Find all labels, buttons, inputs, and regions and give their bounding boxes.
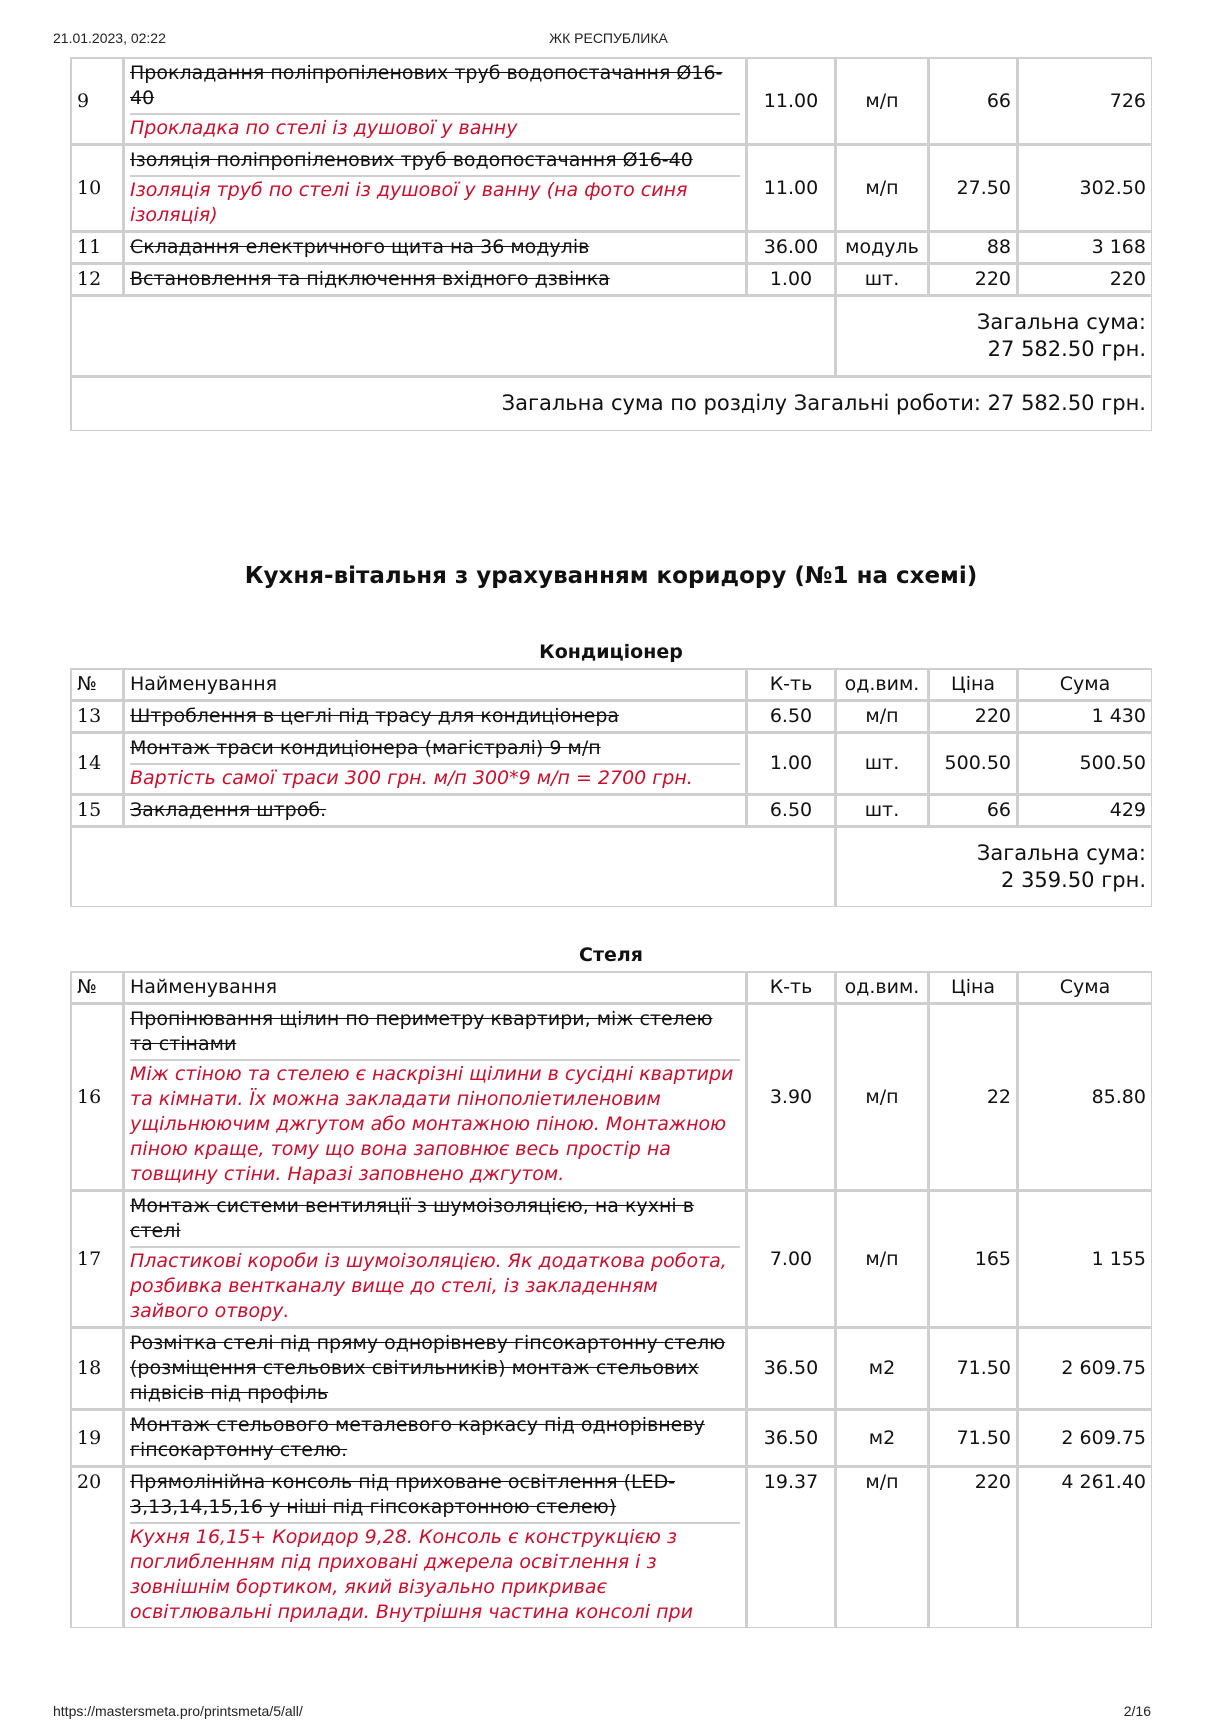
row-qty: 7.00 — [748, 1192, 837, 1329]
row-name-cell — [125, 59, 748, 146]
row-price: 220 — [930, 1468, 1019, 1627]
section-total: Загальна сума по розділу Загальні роботи: 27 582.50 грн. — [501, 391, 1146, 415]
row-unit: м/п — [837, 1468, 930, 1627]
item-note: Кухня 16,15+ Коридор 9,28. Консоль є конструкцією з поглибленням під приховані джерела освітлення і з зовнішнім бортиком, який візуально прикриває освітлювальні прилади. Внутрішня частина консолі при — [130, 1522, 740, 1625]
col-header-num: № — [72, 670, 125, 702]
print-url: https://mastersmeta.pro/printsmeta/5/all/ — [53, 1703, 303, 1719]
total-row — [72, 297, 1151, 378]
row-price: 27.50 — [930, 146, 1019, 233]
row-sum: 2 609.75 — [1019, 1329, 1151, 1411]
total-value: 2 359.50 грн. — [1001, 868, 1146, 892]
row-unit: шт. — [837, 265, 930, 297]
row-price: 22 — [930, 1005, 1019, 1192]
row-unit: модуль — [837, 233, 930, 265]
item-name: Встановлення та підключення вхідного дзвінка — [130, 268, 610, 290]
row-number: 14 — [72, 734, 125, 796]
row-sum: 3 168 — [1019, 233, 1151, 265]
print-title: ЖК РЕСПУБЛИКА — [549, 30, 668, 46]
row-sum: 4 261.40 — [1061, 1471, 1146, 1493]
row-unit: м/п — [837, 1005, 930, 1192]
table-row — [72, 796, 1151, 828]
print-datetime: 21.01.2023, 02:22 — [53, 30, 166, 46]
item-name: Складання електричного щита на 36 модулів — [130, 236, 590, 258]
row-qty: 36.50 — [748, 1411, 837, 1468]
row-unit: м2 — [837, 1329, 930, 1411]
row-sum: 1 155 — [1019, 1192, 1151, 1329]
subsection-title-ac: Кондиціонер — [539, 641, 683, 663]
row-sum: 85.80 — [1019, 1005, 1151, 1192]
col-header-sum: Сума — [1019, 670, 1151, 702]
col-header-unit: од.вим. — [837, 670, 930, 702]
row-sum: 2 609.75 — [1019, 1411, 1151, 1468]
row-qty: 11.00 — [748, 146, 837, 233]
item-note: Між стіною та стелею є наскрізні щілини в сусідні квартири та кімнати. Їх можна закладати пінополіетиленовим ущільнюючим джгутом або монтажною піною. Монтажною піною краще, тому що вона заповнює весь простір на товщину стіни. Наразі заповнено джгутом. — [130, 1059, 740, 1187]
row-price: 220 — [930, 702, 1019, 734]
row-qty: 1.00 — [748, 734, 837, 796]
subsection-title-ceiling: Стеля — [579, 944, 643, 966]
row-name-cell — [125, 1192, 748, 1329]
col-header-qty: К-ть — [748, 973, 837, 1005]
row-name-cell — [125, 146, 748, 233]
row-name-cell — [125, 1411, 748, 1468]
ac-table — [70, 668, 1152, 907]
row-name-cell — [125, 233, 748, 265]
row-unit: м/п — [837, 1192, 930, 1329]
row-price: 500.50 — [930, 734, 1019, 796]
total-spacer — [72, 828, 837, 906]
row-sum: 726 — [1019, 59, 1151, 146]
table-row — [72, 59, 1151, 146]
col-header-qty: К-ть — [748, 670, 837, 702]
table-row — [72, 1192, 1151, 1329]
row-number: 10 — [72, 146, 125, 233]
row-number: 18 — [72, 1329, 125, 1411]
item-name: Прямолінійна консоль під приховане освітлення (LED-3,13,14,15,16 у ніші під гіпсокартонною стелею) — [130, 1471, 676, 1518]
total-cell — [837, 297, 1151, 378]
col-header-name: Найменування — [125, 670, 748, 702]
table-header-row — [72, 973, 1151, 1005]
item-note: Ізоляція труб по стелі із душової у ванну (на фото синя ізоляція) — [130, 175, 740, 228]
row-qty: 6.50 — [748, 796, 837, 828]
row-name-cell — [125, 265, 748, 297]
row-qty: 36.00 — [748, 233, 837, 265]
table-header-row — [72, 670, 1151, 702]
section-title: Кухня-вітальня з урахуванням коридору (№1 на схемі) — [244, 563, 978, 589]
total-row — [72, 828, 1151, 906]
row-price: 71.50 — [930, 1411, 1019, 1468]
row-name-cell — [125, 734, 748, 796]
row-name-cell — [125, 1005, 748, 1192]
row-price: 165 — [930, 1192, 1019, 1329]
row-price: 66 — [930, 59, 1019, 146]
row-number: 19 — [72, 1411, 125, 1468]
row-unit: м2 — [837, 1411, 930, 1468]
col-header-sum: Сума — [1019, 973, 1151, 1005]
row-number: 16 — [72, 1005, 125, 1192]
row-qty: 1.00 — [748, 265, 837, 297]
row-sum: 302.50 — [1019, 146, 1151, 233]
row-number: 11 — [72, 233, 125, 265]
item-name: Розмітка стелі під пряму однорівневу гіпсокартонну стелю (розміщення стельових світильників) монтаж стельових підвісів під профіль — [130, 1332, 726, 1404]
row-number: 15 — [72, 796, 125, 828]
item-name: Штроблення в цеглі під трасу для кондиціонера — [130, 705, 620, 727]
row-qty: 3.90 — [748, 1005, 837, 1192]
row-number: 17 — [72, 1192, 125, 1329]
row-sum: 500.50 — [1019, 734, 1151, 796]
page-number: 2/16 — [1123, 1703, 1151, 1719]
row-unit: м/п — [837, 59, 930, 146]
total-label: Загальна сума: — [976, 310, 1146, 334]
row-qty: 19.37 — [748, 1468, 837, 1627]
row-sum: 1 430 — [1019, 702, 1151, 734]
total-label: Загальна сума: — [976, 841, 1146, 865]
total-cell — [837, 828, 1151, 906]
ceiling-table — [70, 971, 1152, 1628]
table-row — [72, 702, 1151, 734]
row-sum: 220 — [1019, 265, 1151, 297]
item-note: Пластикові короби із шумоізоляцією. Як додаткова робота, розбивка вентканалу вище до стелі, із закладенням зайвого отвору. — [130, 1246, 740, 1324]
col-header-unit: од.вим. — [837, 973, 930, 1005]
row-qty: 36.50 — [748, 1329, 837, 1411]
item-name: Закладення штроб. — [130, 799, 327, 821]
row-name-cell — [125, 702, 748, 734]
row-name-cell — [125, 1329, 748, 1411]
col-header-price: Ціна — [930, 973, 1019, 1005]
row-unit: м/п — [837, 146, 930, 233]
row-qty: 11.00 — [748, 59, 837, 146]
row-number: 20 — [72, 1468, 125, 1627]
col-header-price: Ціна — [930, 670, 1019, 702]
row-number: 13 — [72, 702, 125, 734]
item-name: Монтаж стельового металевого каркасу під однорівневу гіпсокартонну стелю. — [130, 1414, 705, 1461]
row-unit: шт. — [837, 796, 930, 828]
row-price: 88 — [930, 233, 1019, 265]
row-sum: 429 — [1019, 796, 1151, 828]
row-number: 12 — [72, 265, 125, 297]
section-total-row — [72, 378, 1151, 430]
row-number: 9 — [72, 59, 125, 146]
item-note: Прокладка по стелі із душової у ванну — [130, 113, 740, 141]
table-row — [72, 265, 1151, 297]
total-value: 27 582.50 грн. — [987, 337, 1146, 361]
col-header-num: № — [72, 973, 125, 1005]
col-header-name: Найменування — [125, 973, 748, 1005]
row-unit: м/п — [837, 702, 930, 734]
row-name-cell — [125, 796, 748, 828]
table-row — [72, 233, 1151, 265]
row-qty: 6.50 — [748, 702, 837, 734]
row-price: 66 — [930, 796, 1019, 828]
print-header — [0, 30, 1217, 50]
item-name: Прокладання поліпропіленових труб водопостачання Ø16-40 — [130, 62, 723, 109]
item-name: Монтаж системи вентиляції з шумоізоляцією, на кухні в стелі — [130, 1195, 694, 1242]
item-note: Вартість самої траси 300 грн. м/п 300*9 м/п = 2700 грн. — [130, 763, 740, 791]
item-name: Ізоляція поліпропіленових труб водопостачання Ø16-40 — [130, 149, 693, 171]
table-row — [72, 1411, 1151, 1468]
item-name: Монтаж траси кондиціонера (магістралі) 9 м/п — [130, 737, 601, 759]
row-name-cell — [125, 1468, 748, 1627]
table-row — [72, 1005, 1151, 1192]
row-unit: шт. — [837, 734, 930, 796]
table-row — [72, 146, 1151, 233]
table-row — [72, 1468, 1151, 1627]
item-name: Пропінювання щілин по периметру квартири, між стелею та стінами — [130, 1008, 713, 1055]
total-spacer — [72, 297, 837, 378]
table-row — [72, 1329, 1151, 1411]
table-row — [72, 734, 1151, 796]
row-price: 71.50 — [930, 1329, 1019, 1411]
general-works-table — [70, 57, 1152, 431]
row-price: 220 — [930, 265, 1019, 297]
